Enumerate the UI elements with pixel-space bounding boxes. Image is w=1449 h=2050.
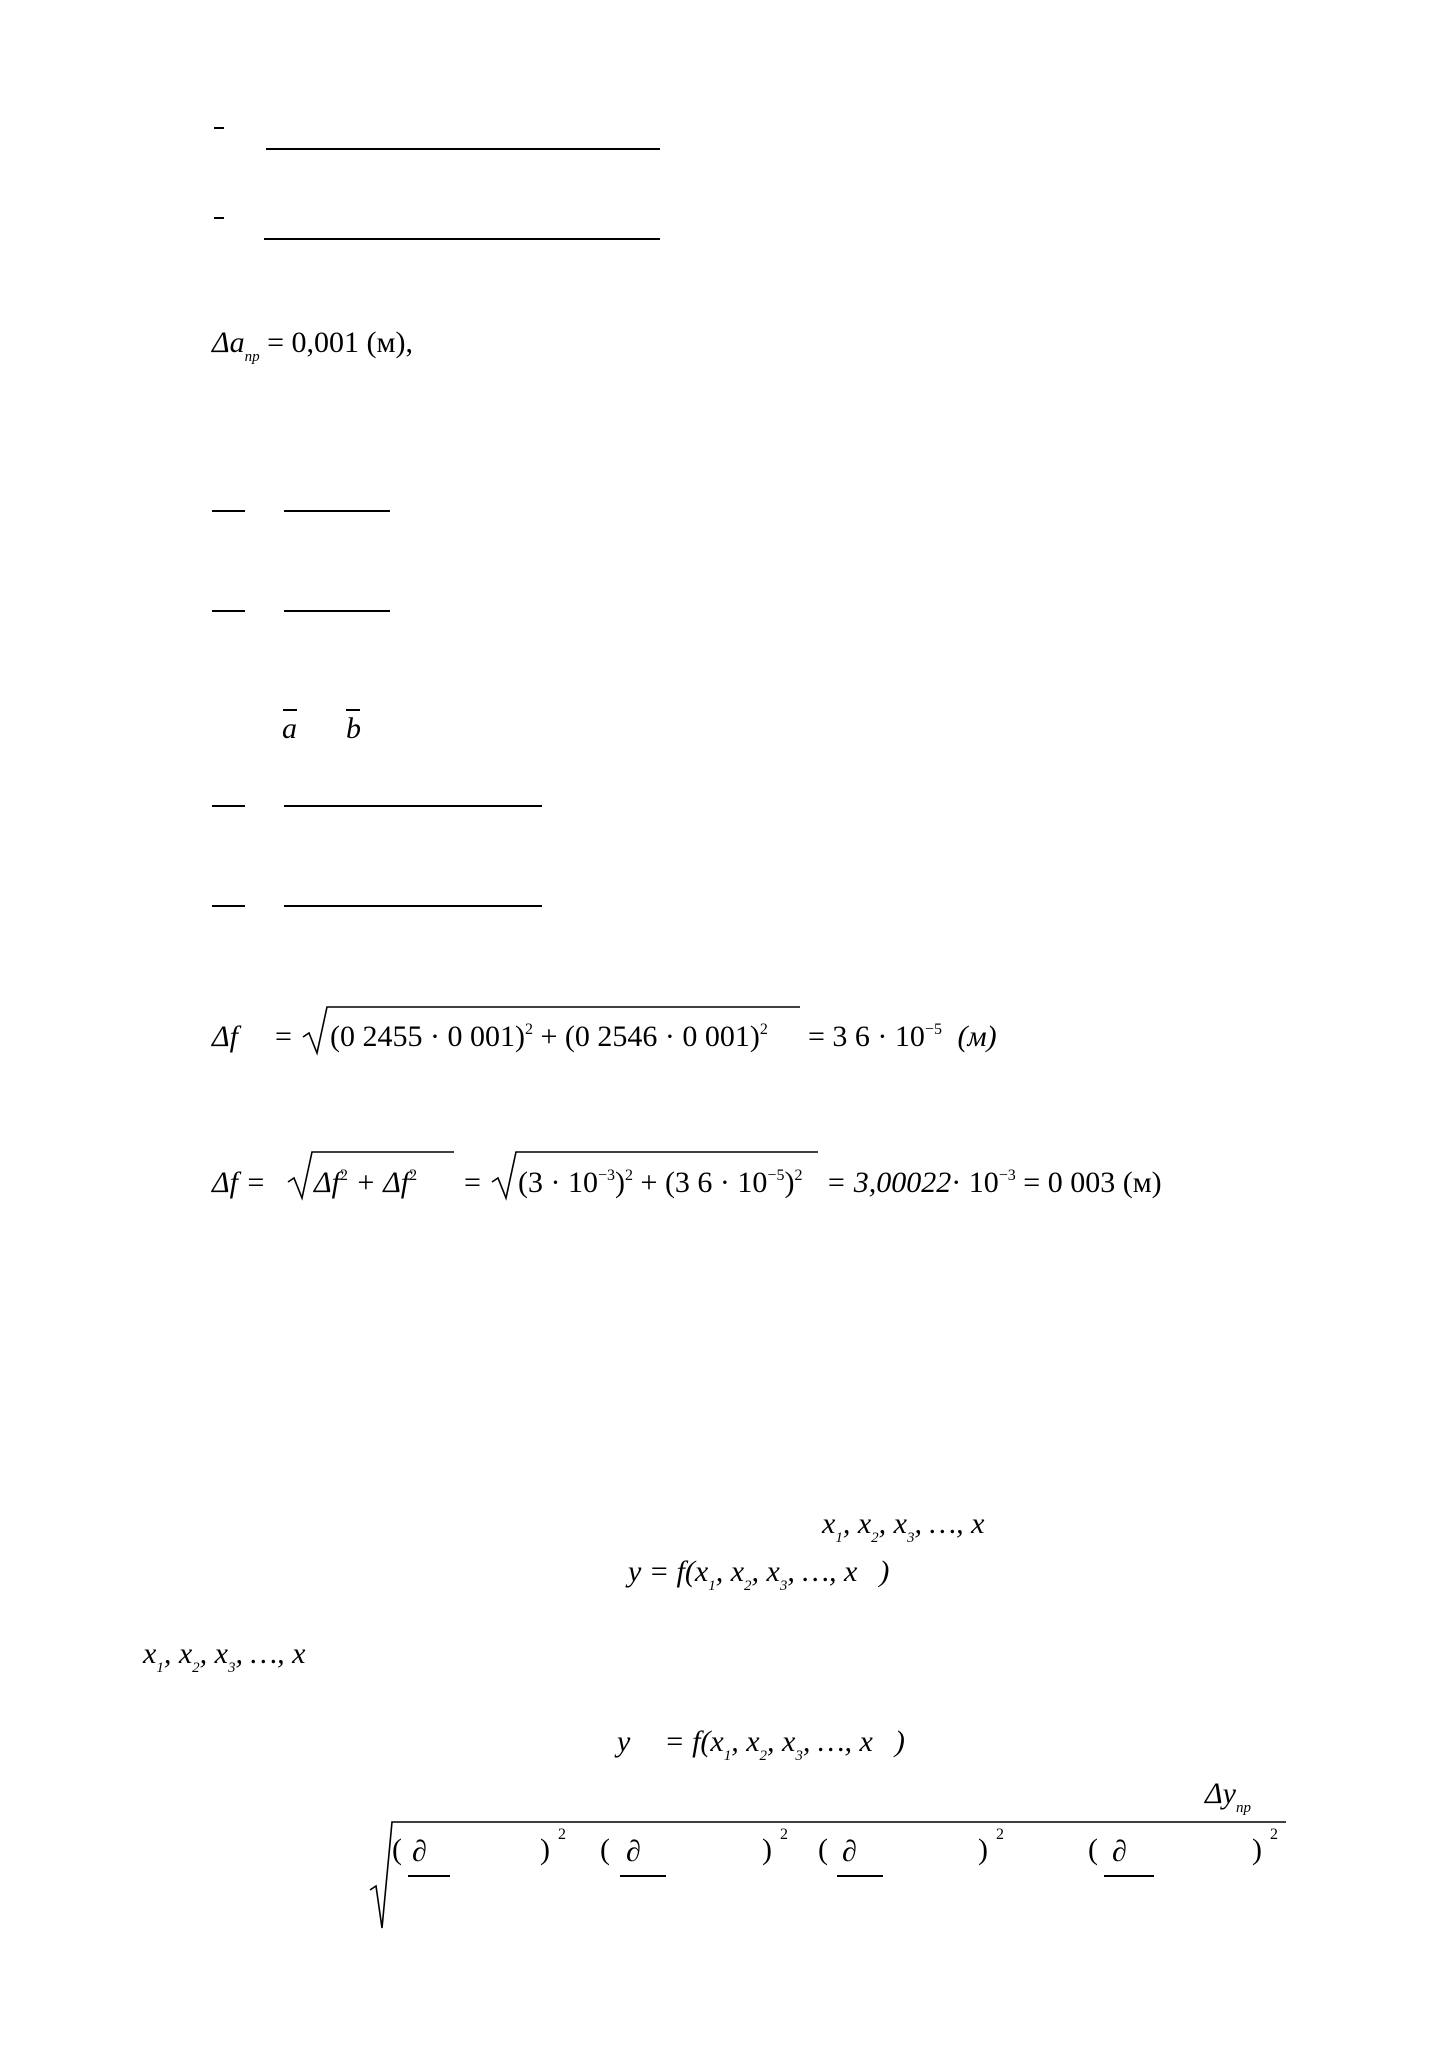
exponent: 2 xyxy=(780,1826,788,1843)
subscript: 1 xyxy=(835,1530,843,1546)
paren: ) xyxy=(894,1725,905,1758)
fraction-line xyxy=(1104,1875,1154,1877)
b-bar-symbol: b xyxy=(346,712,361,745)
delta-f-symbol: Δf = xyxy=(212,1166,266,1199)
equals-sign: = xyxy=(275,1020,292,1053)
subscript: 2 xyxy=(744,1578,752,1594)
function-lhs: y = f(x xyxy=(628,1555,709,1588)
exponent: 2 xyxy=(625,1167,634,1184)
term: (3 6 · 10 xyxy=(664,1166,768,1199)
dash-mark xyxy=(212,905,245,907)
subscript: 1 xyxy=(723,1748,732,1764)
close-paren: ) xyxy=(1252,1833,1262,1866)
term: (3 · 10 xyxy=(518,1166,598,1199)
fraction-line xyxy=(284,805,542,807)
var: , x xyxy=(163,1637,193,1670)
var-tail: , …, x xyxy=(235,1637,306,1670)
var: , x xyxy=(731,1725,760,1758)
subscript: 3 xyxy=(795,1748,803,1764)
var: , x xyxy=(842,1507,872,1540)
delta-y-symbol: Δy xyxy=(1205,1777,1236,1810)
exponent: −3 xyxy=(998,1167,1016,1184)
var: , x xyxy=(199,1637,228,1670)
result-final: = 0 003 (м) xyxy=(1023,1166,1162,1199)
result-value: = 3 6 · 10 xyxy=(808,1020,925,1053)
plus-sign: + xyxy=(640,1166,658,1199)
exponent: 2 xyxy=(339,1167,348,1184)
fraction-line xyxy=(284,905,542,907)
exponent: 2 xyxy=(409,1167,418,1184)
exponent: −5 xyxy=(767,1167,785,1184)
equation-rhs: = 0,001 (м), xyxy=(267,326,413,359)
exponent: −3 xyxy=(597,1167,616,1184)
var-tail: , …, x xyxy=(787,1555,858,1588)
fraction-line xyxy=(266,148,660,150)
fraction-line xyxy=(264,238,660,240)
subscript: 2 xyxy=(192,1660,200,1676)
exponent: 2 xyxy=(558,1826,566,1843)
overbar xyxy=(283,709,297,711)
close-paren: ) xyxy=(762,1833,772,1866)
var: x xyxy=(143,1637,157,1670)
variables-list-right xyxy=(822,1507,984,1546)
fraction-line xyxy=(408,1875,450,1877)
fraction-line xyxy=(620,1875,666,1877)
function-definition-2 xyxy=(617,1725,905,1764)
open-paren: ( xyxy=(392,1833,402,1866)
radicand-2b xyxy=(518,1166,802,1205)
subscript: 3 xyxy=(779,1578,788,1594)
var-tail: , …, x xyxy=(802,1725,873,1758)
paren: ) xyxy=(784,1166,795,1199)
variables-list-left xyxy=(143,1637,305,1676)
plus-sign: + xyxy=(540,1020,558,1053)
delta-a-pr-line xyxy=(212,326,413,365)
partial-symbol: ∂ xyxy=(626,1835,641,1868)
subscript: пр xyxy=(244,349,260,365)
result-1 xyxy=(808,1020,997,1059)
var-tail: , …, x xyxy=(914,1507,985,1540)
var: , x xyxy=(715,1555,745,1588)
subscript: 3 xyxy=(227,1660,236,1676)
var: , x xyxy=(751,1555,780,1588)
equals-sign: = xyxy=(464,1166,481,1199)
result-2 xyxy=(826,1166,1162,1205)
dash-mark xyxy=(212,610,245,612)
subscript: 2 xyxy=(759,1748,768,1764)
power-of-ten: · 10 xyxy=(951,1166,999,1199)
dash-mark xyxy=(212,510,245,512)
unit: (м) xyxy=(957,1020,997,1053)
plus-delta-f: + Δf xyxy=(355,1166,410,1199)
exponent: 2 xyxy=(1270,1826,1278,1843)
term: (0 2546 · 0 001) xyxy=(564,1020,760,1053)
function-rhs: = f(x xyxy=(664,1725,724,1758)
subscript: 3 xyxy=(906,1530,915,1546)
var: x xyxy=(822,1507,836,1540)
open-paren: ( xyxy=(818,1833,828,1866)
function-y: y xyxy=(617,1725,631,1758)
dash-mark xyxy=(214,217,224,219)
dash-mark xyxy=(212,805,245,807)
partial-symbol: ∂ xyxy=(412,1835,427,1868)
exponent: 2 xyxy=(524,1021,533,1038)
exponent: 2 xyxy=(996,1826,1004,1843)
var: , x xyxy=(767,1725,796,1758)
close-paren: ) xyxy=(540,1833,550,1866)
subscript: 1 xyxy=(156,1660,164,1676)
close-paren: ) xyxy=(978,1833,988,1866)
open-paren: ( xyxy=(600,1833,610,1866)
radicand-2a xyxy=(314,1166,417,1205)
a-bar-symbol: a xyxy=(282,712,297,745)
term: (0 2455 · 0 001) xyxy=(330,1020,525,1053)
var: , x xyxy=(878,1507,907,1540)
delta-y-pr xyxy=(1205,1777,1251,1816)
fraction-line xyxy=(284,610,390,612)
dash-mark xyxy=(214,127,224,129)
fraction-line xyxy=(284,510,390,512)
fraction-line xyxy=(837,1875,883,1877)
delta-f-symbol: Δf xyxy=(314,1166,340,1199)
delta-f-symbol: Δf xyxy=(212,1020,238,1053)
delta-a-symbol: Δa xyxy=(212,326,245,359)
paren: ) xyxy=(615,1166,626,1199)
exponent: 2 xyxy=(794,1167,803,1184)
partial-symbol: ∂ xyxy=(1112,1835,1127,1868)
subscript: 2 xyxy=(871,1530,879,1546)
subscript: 1 xyxy=(708,1578,716,1594)
exponent: −5 xyxy=(924,1021,942,1038)
exponent: 2 xyxy=(759,1021,768,1038)
partial-symbol: ∂ xyxy=(842,1835,857,1868)
result-value: = 3,00022 xyxy=(826,1166,952,1199)
overbar xyxy=(346,709,360,711)
paren: ) xyxy=(879,1555,890,1588)
radicand-1 xyxy=(330,1020,768,1059)
function-definition xyxy=(628,1555,889,1594)
subscript: пр xyxy=(1235,1800,1251,1816)
open-paren: ( xyxy=(1088,1833,1098,1866)
